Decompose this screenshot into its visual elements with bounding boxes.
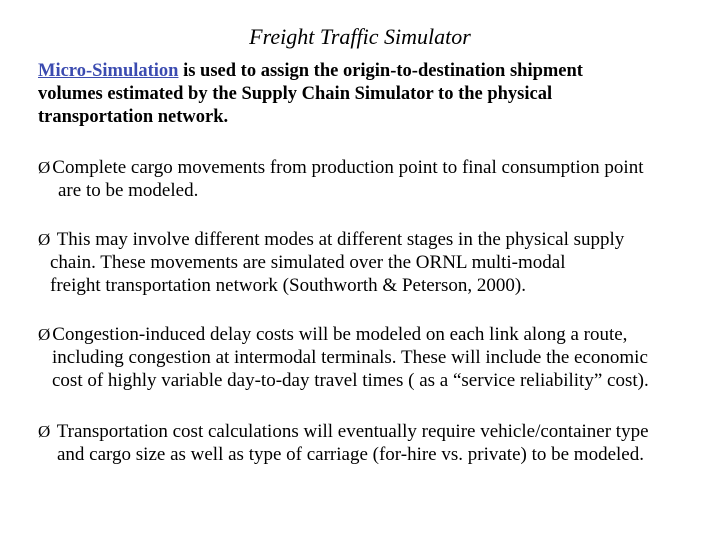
intro-paragraph xyxy=(38,60,708,129)
intro-line-1-text: is used to assign the origin-to-destination shipment xyxy=(178,61,583,81)
bullet-line: including congestion at intermodal terminals. These will include the economic xyxy=(52,347,648,368)
arrow-bullet-icon: Ø xyxy=(38,325,51,344)
bullet-text: Congestion-induced delay costs will be modeled on each link along a route, xyxy=(52,324,628,345)
bullet-line: are to be modeled. xyxy=(58,180,199,201)
arrow-bullet-icon: Ø xyxy=(38,158,51,177)
arrow-bullet-icon: Ø xyxy=(38,422,51,441)
arrow-bullet-icon: Ø xyxy=(38,230,51,249)
bullet-text: Complete cargo movements from production point to final consumption point xyxy=(52,157,644,178)
bullet-line xyxy=(38,420,713,443)
bullet-line xyxy=(38,323,713,346)
bullet-multimodal xyxy=(38,228,713,297)
bullet-line: freight transportation network (Southworth & Peterson, 2000). xyxy=(50,275,526,296)
intro-line-1 xyxy=(38,60,708,83)
intro-line-2: volumes estimated by the Supply Chain Simulator to the physical xyxy=(38,84,553,104)
bullet-transport-cost xyxy=(38,420,713,466)
bullet-congestion-costs xyxy=(38,323,713,392)
bullet-text: Transportation cost calculations will eventually require vehicle/container type xyxy=(52,421,649,442)
micro-simulation-link[interactable]: Micro-Simulation xyxy=(38,61,179,81)
bullet-line: chain. These movements are simulated over the ORNL multi-modal xyxy=(50,252,566,273)
bullet-line: cost of highly variable day-to-day travel times ( as a “service reliability” cost). xyxy=(52,370,649,391)
bullet-cargo-movements xyxy=(38,156,713,202)
bullet-text: This may involve different modes at different stages in the physical supply xyxy=(52,229,625,250)
bullet-line xyxy=(38,156,713,179)
bullet-line xyxy=(38,228,713,251)
slide-title: Freight Traffic Simulator xyxy=(249,24,471,49)
bullet-line: and cargo size as well as type of carriage (for-hire vs. private) to be modeled. xyxy=(57,444,644,465)
intro-line-3: transportation network. xyxy=(38,107,229,127)
